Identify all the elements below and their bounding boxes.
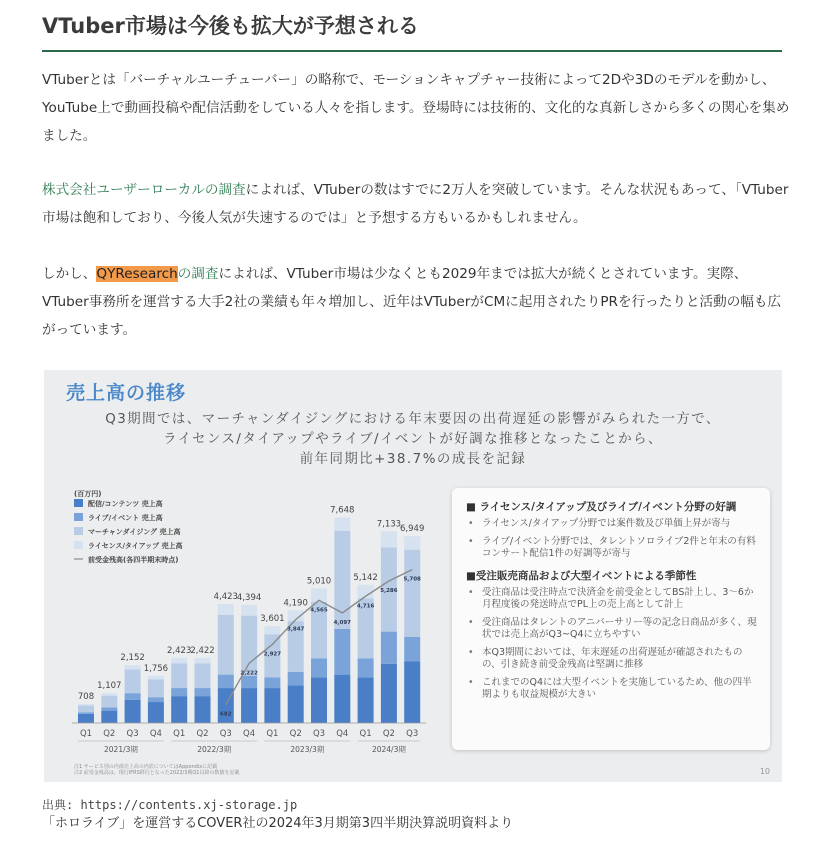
bar-segment (241, 605, 257, 616)
figure-subtitle-line: Q3期間では、マーチャンダイジングにおける年末要因の出荷遅延の影響がみられた一方で、 (105, 412, 721, 427)
bar-total-label: 1,107 (97, 681, 122, 692)
bar-total-label: 7,133 (376, 519, 402, 530)
x-tick-label: Q1 (359, 729, 372, 739)
line-value-label: 2,222 (240, 670, 258, 677)
figure-footnote-line: 注1 サービス別の内部売上高の内訳についてはAppendixに記載 (74, 764, 218, 770)
paragraph-qyresearch-lead: しかし、 (42, 266, 97, 282)
bar-segment (241, 616, 257, 676)
panel-list-1 (466, 518, 758, 561)
bar-segment (195, 663, 211, 688)
bar-total-label: 4,394 (236, 592, 262, 603)
bar-segment (125, 700, 141, 723)
x-tick-label: Q1 (173, 729, 186, 739)
bar-segment (171, 688, 187, 696)
bar-segment (195, 658, 211, 663)
x-tick-label: Q2 (289, 729, 302, 739)
bar-total-label: 1,756 (143, 663, 169, 674)
bar-total-label: 2,152 (120, 653, 145, 664)
bar-total-label: 3,601 (260, 614, 285, 625)
paragraph-intro: VTuberとは「バーチャルユーチューバー」の略称で、モーションキャプチャー技術によって2Dや3Dのモデルを動かし、YouTube上で動画投稿や配信活動をしている人々を指します。登場時には技術的、文化的な真新しさから多くの関心を集めました。 (42, 72, 790, 144)
legend-swatch (74, 527, 83, 535)
bar-segment (195, 688, 211, 696)
bar-segment (218, 615, 234, 675)
bar-segment (404, 637, 420, 661)
line-value-label: 682 (220, 711, 232, 718)
paragraph-userlocal (42, 176, 790, 232)
bar-segment (288, 672, 304, 685)
bar-segment (311, 677, 327, 723)
bar-segment (381, 531, 397, 547)
legend-label: 配信/コンテンツ 売上高 (88, 500, 163, 508)
bar-segment (264, 626, 280, 634)
bar-segment (148, 679, 164, 697)
legend-label: 前受金残高(各四半期末時点) (88, 556, 179, 564)
bar-total-label: 5,142 (353, 572, 378, 583)
bar-total-label: 4,423 (213, 592, 238, 603)
figure-page-number: 10 (759, 767, 770, 776)
panel-heading-license-live: ■ ライセンス/タイアップ及びライブ/イベント分野の好調 (466, 501, 737, 513)
bar-segment (381, 632, 397, 664)
bar-segment (78, 712, 94, 714)
bar-segment (334, 629, 350, 675)
x-tick-label: Q3 (406, 729, 419, 739)
bar-segment (404, 550, 420, 637)
bar-segment (358, 677, 374, 723)
bar-segment (125, 693, 141, 700)
line-value-label: 5,708 (403, 576, 421, 583)
legend-label: ライブ/イベント 売上高 (88, 514, 163, 522)
legend-swatch (74, 541, 83, 549)
x-tick-label: Q2 (103, 729, 116, 739)
line-value-label: 4,716 (356, 603, 375, 610)
panel-bullet: • ライセンス/タイアップ分野では案件数及び単価上昇が寄与 (466, 518, 758, 531)
bar-segment (195, 696, 211, 723)
line-value-label: 4,565 (310, 607, 328, 614)
panel-bullet: • 受注商品は受注時点で決済金を前受金としてBS計上し、3～6か月程度後の発送時点でPL上の売上高として計上 (466, 587, 758, 612)
bar-segment (101, 707, 117, 710)
bar-segment (218, 604, 234, 615)
period-label: 2024/3期 (371, 745, 406, 754)
bar-segment (334, 517, 350, 530)
chart-unit-label: (百万円) (74, 490, 102, 498)
bar-segment (334, 531, 350, 629)
bar-segment (148, 676, 164, 679)
bar-segment (125, 665, 141, 669)
summary-panel (452, 488, 770, 750)
source-citation: 出典: https://contents.xj-storage.jp (42, 798, 298, 812)
bar-segment (171, 658, 187, 663)
revenue-figure (44, 370, 782, 782)
panel-bullet: • ライブ/イベント分野では、タレントソロライブ2件と年末の有料コンサート配信1件の好調等が寄与 (466, 536, 758, 561)
figure-footnote-line: 注2 前受金残高は、現行IFRS移行となった2022/3期Q1以降の数値を記載 (74, 770, 240, 776)
bar-segment (78, 714, 94, 723)
panel-list-2 (466, 587, 758, 702)
x-tick-label: Q1 (79, 729, 93, 739)
line-value-label: 4,097 (333, 619, 352, 626)
bar-segment (264, 688, 280, 723)
bar-total-label: 7,648 (330, 505, 355, 516)
bar-segment (311, 659, 327, 678)
bar-segment (264, 677, 280, 688)
x-tick-label: Q4 (243, 729, 256, 739)
line-value-label: 5,286 (380, 587, 398, 594)
bar-segment (148, 702, 164, 723)
bar-segment (241, 688, 257, 723)
article-heading: VTuber市場は今後も拡大が予想される (42, 6, 782, 52)
bar-segment (101, 711, 117, 723)
bar-segment (404, 661, 420, 723)
qyresearch-highlight[interactable]: QYResearch (96, 266, 178, 282)
x-tick-label: Q1 (266, 729, 279, 739)
bar-segment (101, 696, 117, 708)
bar-segment (171, 663, 187, 688)
x-tick-label: Q2 (196, 729, 209, 739)
paragraph-qyresearch (42, 260, 790, 344)
bar-total-label: 6,949 (400, 524, 425, 535)
bar-segment (334, 675, 350, 723)
line-value-label: 2,927 (263, 651, 282, 658)
legend-label: ライセンス/タイアップ 売上高 (88, 542, 183, 550)
bar-segment (404, 536, 420, 549)
panel-heading-seasonality: ■受注販売商品および大型イベントによる季節性 (466, 569, 697, 582)
panel-bullet: • これまでのQ4には大型イベントを実施しているため、他の四半期よりも収益規模が大きい (466, 677, 758, 702)
paragraph-userlocal-text: によれば、VTuberの数はすでに2万人を突破しています。そんな状況もあって、「VTuber市場は飽和しており、今後人気が失速するのでは」と予想する方もいるかもしれません。 (42, 182, 789, 226)
legend-label: マーチャンダイジング 売上高 (88, 528, 181, 536)
x-tick-label: Q3 (126, 729, 139, 739)
x-tick-label: Q3 (312, 729, 326, 739)
figure-title: 売上高の推移 (66, 382, 187, 404)
legend-swatch (74, 513, 83, 521)
line-value-label: 3,847 (286, 626, 305, 633)
bar-segment (78, 706, 94, 713)
bar-total-label: 708 (77, 691, 95, 702)
figure-subtitle-line: 前年同期比+38.7%の成長を記録 (299, 452, 527, 467)
bar-total-label: 5,010 (306, 576, 332, 587)
bar-total-label: 4,190 (283, 598, 308, 609)
userlocal-survey-link[interactable]: 株式会社ユーザーローカルの調査 (42, 182, 246, 198)
bar-segment (125, 669, 141, 693)
period-label: 2023/3期 (290, 745, 325, 754)
bar-segment (288, 685, 304, 723)
x-tick-label: Q2 (382, 729, 395, 739)
figure-caption: 「ホロライブ」を運営するCOVER社の2024年3月期第3四半期決算説明資料より (42, 816, 514, 831)
bar-segment (101, 693, 117, 695)
bar-segment (358, 659, 374, 678)
panel-bullet: • 本Q3期間においては、年末遅延の出荷遅延が確認されたものの、引き続き前受金残高は堅調に推移 (466, 647, 758, 672)
bar-segment (218, 675, 234, 688)
legend-swatch (74, 499, 83, 507)
bar-total-label: 2,422 (190, 645, 215, 656)
period-label: 2021/3期 (104, 745, 138, 754)
bar-segment (78, 704, 94, 706)
bar-segment (148, 697, 164, 702)
panel-bullet: • 受注商品はタレントのアニバーサリー等の記念日商品が多く、現状では売上高がQ3~Q4に立ちやすい (466, 617, 758, 642)
x-tick-label: Q4 (149, 729, 162, 739)
bar-segment (381, 664, 397, 723)
period-label: 2022/3期 (197, 745, 232, 754)
bar-segment (241, 676, 257, 688)
bar-total-label: 2,423 (167, 645, 192, 656)
x-tick-label: Q3 (219, 729, 232, 739)
figure-footnote (74, 764, 239, 776)
figure-subtitle-line: ライセンス/タイアップやライブ/イベントが好調な推移となったことから、 (163, 432, 663, 447)
paragraph-qyresearch-text: によれば、VTuber市場は少なくとも2029年までは拡大が続くとされています。実際、VTuber事務所を運営する大手2社の業績も年々増加し、近年はVTuberがCMに起用されたりPRを行ったりと活動の幅も広がっています。 (42, 266, 782, 338)
bar-segment (171, 696, 187, 723)
qyresearch-survey-link[interactable]: の調査 (177, 266, 219, 282)
x-tick-label: Q4 (336, 729, 349, 739)
